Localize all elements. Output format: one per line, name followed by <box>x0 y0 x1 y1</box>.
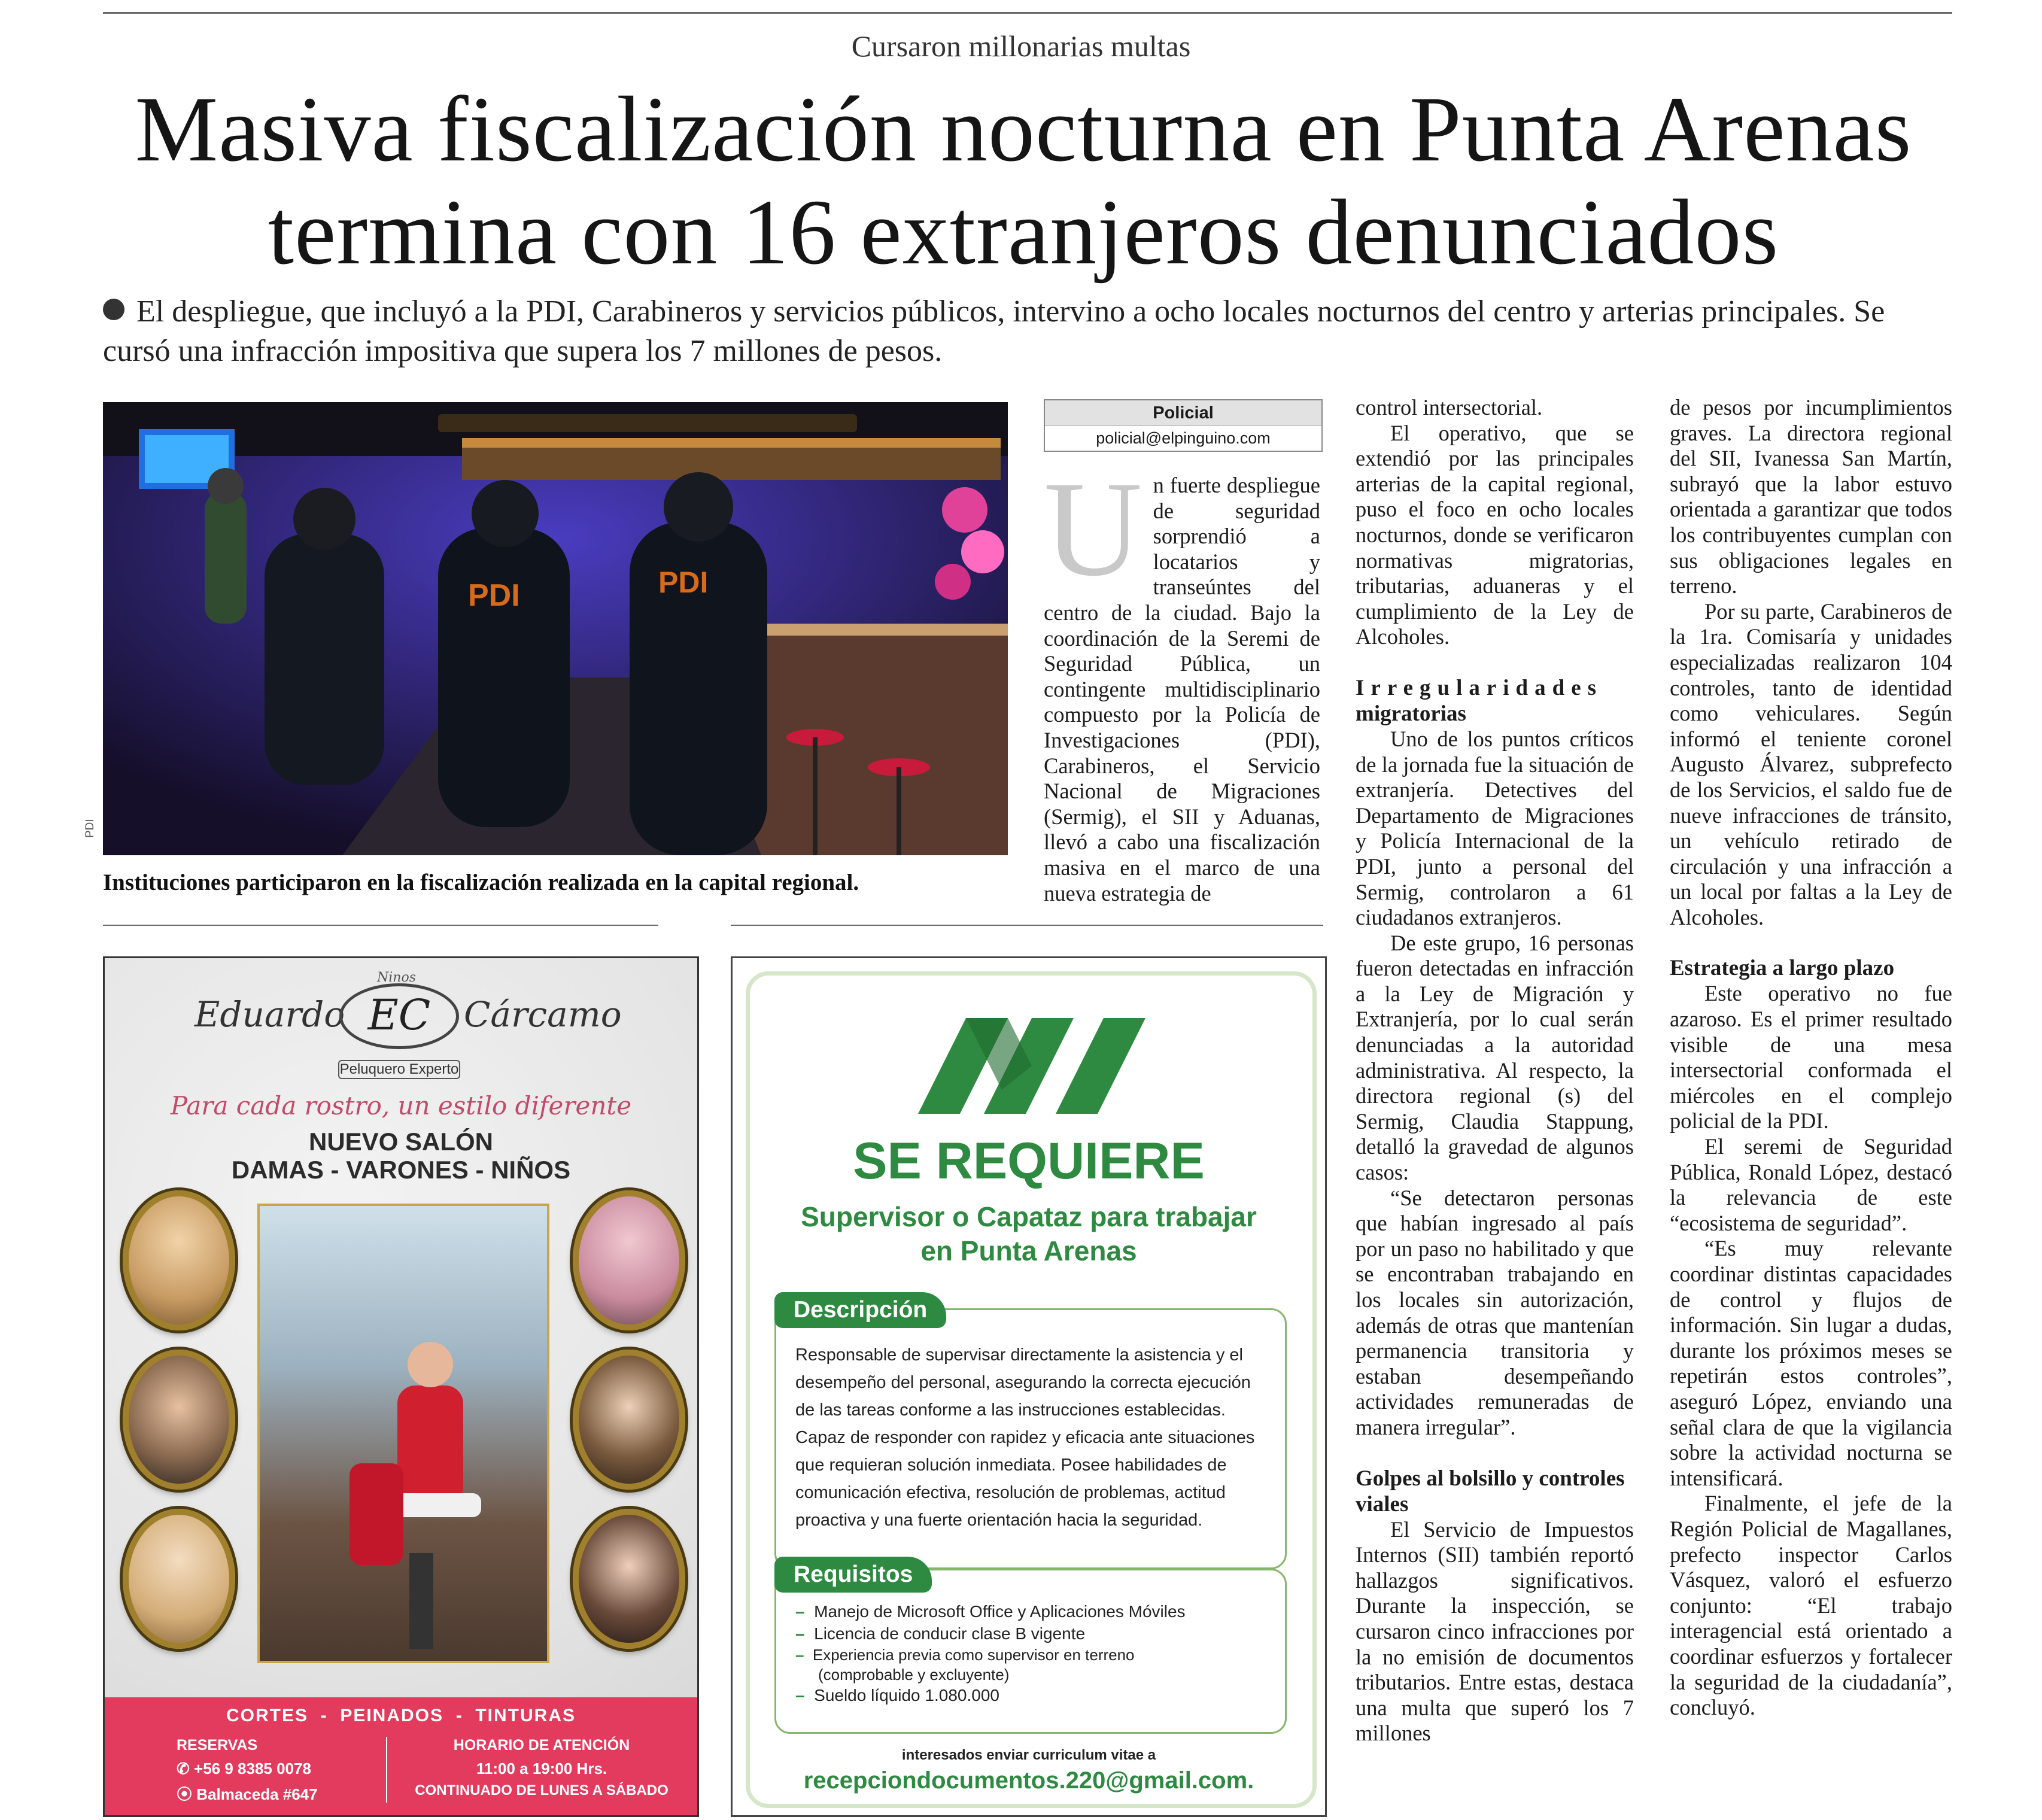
contact-email[interactable]: recepciondocumentos.220@gmail.com. <box>803 1767 1254 1794</box>
requirements-label: Requisitos <box>774 1557 932 1593</box>
location-pin-icon: ⦿ <box>177 1785 197 1803</box>
barber-slogan: Para cada rostro, un estilo diferente <box>170 1091 632 1120</box>
requirement-item-note: (comprobable y excluyente) <box>818 1666 1010 1684</box>
section-name: Policial <box>1045 400 1321 426</box>
barber-line-2: DAMAS - VARONES - NIÑOS <box>231 1156 571 1184</box>
deck-text: El despliegue, que incluyó a la PDI, Carabineros y servicios públicos, intervino a ocho locales nocturnos del centro y arterias principales. Se cursó una infracción impositiva que supera los 7 millones de pesos. <box>103 294 1885 368</box>
requirement-item: – Experiencia previa como supervisor en terreno <box>795 1646 1135 1664</box>
barber-subtitle: Peluquero Experto <box>338 1060 460 1079</box>
divider-left <box>103 925 658 926</box>
article-paragraph: “Es muy relevante coordinar distintas capacidades de control y flujos de información. Sin lugar a dudas, durante los próximos meses se repetirán estos controles”, aseguró López, enviando una señal clara de que la vigilancia sobre la actividad nocturna se intensificará. <box>1670 1236 1952 1490</box>
kicker: Cursaron millonarias multas <box>851 29 1191 63</box>
job-subhead-2: en Punta Arenas <box>920 1235 1137 1266</box>
barber-address: ⦿ Balmaceda #647 <box>177 1785 318 1803</box>
lead-photo <box>103 402 1008 855</box>
portrait-oval <box>573 1350 685 1490</box>
section-tag <box>1044 399 1323 452</box>
barber-services: CORTES - PEINADOS - TINTURAS <box>226 1706 576 1725</box>
barber-hours-label: HORARIO DE ATENCIÓN <box>453 1737 630 1754</box>
article-paragraph: de pesos por incumplimientos graves. La directora regional del SII, Ivanessa San Martín, subrayó que la labor estuvo orientada a garantizar que todos los contribuyentes cumplan con sus obligaciones legales en terreno. <box>1670 395 1952 598</box>
vest-label-2: PDI <box>658 566 709 599</box>
article-paragraph: n fuerte despliegue de seguridad sorprendió a locatarios y transeúntes del centro de la ciudad. Bajo la coordinación de la Seremi de Seguridad Pública, un contingente multidisciplinario compuesto por la Policía de Investigaciones (PDI), Carabineros, el Servicio Nacional de Migraciones (Sermig), el SII y Aduanas, llevó a cabo una fiscalización masiva en el marco de una nueva estrategia de <box>1044 473 1320 906</box>
article-paragraph: El seremi de Seguridad Pública, Ronald López, destacó la relevancia de este “ecosistema de seguridad”. <box>1670 1134 1952 1235</box>
whatsapp-icon: ✆ <box>177 1760 195 1778</box>
portrait-oval <box>573 1190 685 1330</box>
bullet-icon <box>103 299 124 320</box>
photo-credit: PDI <box>84 819 96 838</box>
contact-label: interesados enviar curriculum vitae a <box>901 1747 1156 1763</box>
subheading-golpes: Golpes al bolsillo y controles viales <box>1356 1466 1625 1517</box>
barber-hours: 11:00 a 19:00 Hrs. <box>476 1760 607 1778</box>
article-paragraph: Finalmente, el jefe de la Región Policial de Magallanes, prefecto inspector Carlos Vásquez, valoró el esfuerzo conjunto: “El trabajo interagencial está orientado a coordinar esfuerzos y fortalecer la seguridad de la ciudadanía”, concluyó. <box>1670 1491 1952 1720</box>
barber-reservas-label: RESERVAS <box>177 1737 258 1754</box>
article-paragraph: control intersectorial. <box>1356 395 1543 420</box>
portrait-oval <box>123 1350 235 1490</box>
article-paragraph: De este grupo, 16 personas fueron detectadas en infracción a la Ley de Migración y Extranjería, por lo cual serán denunciadas a la autoridad administrativa. Al respecto, la directora regional (s) del Sermig, Claudia Stappung, detalló la gravedad de algunos casos: <box>1356 930 1634 1185</box>
section-email[interactable]: policial@elpinguino.com <box>1096 429 1271 447</box>
portrait-oval <box>573 1509 685 1649</box>
barber-photo-illustration <box>260 1206 547 1661</box>
article-paragraph: El operativo, que se extendió por las principales arterias de la capital regional, puso el foco en ocho locales nocturnos, donde se verificaron normativas migratorias, tributarias, aduaneras y el cumplimiento de la Ley de Alcoholes. <box>1356 420 1634 649</box>
headline-line-2: termina con 16 extranjeros denunciados <box>268 180 1779 284</box>
description-label: Descripción <box>774 1292 946 1328</box>
job-ad <box>731 956 1327 1817</box>
barber-line-1: NUEVO SALÓN <box>308 1128 494 1156</box>
barber-monogram: EC <box>339 983 459 1049</box>
article-paragraph: El Servicio de Impuestos Internos (SII) también reportó hallazgos significativos. Durante la inspección, se cursaron cinco infracciones por la no emisión de documentos tributarios. Entre estas, destaca una multa que superó los 7 millones <box>1356 1517 1634 1746</box>
barber-divider <box>386 1737 387 1803</box>
portrait-oval <box>123 1509 235 1649</box>
article-column-2 <box>1356 395 1634 1746</box>
article-paragraph: Este operativo no fue azaroso. Es el primer resultado visible de una mesa intersectorial conformada el miércoles en el complejo policial de la PDI. <box>1670 981 1952 1134</box>
barber-ad <box>103 956 699 1817</box>
requirement-item: – Sueldo líquido 1.080.000 <box>795 1686 999 1704</box>
job-subhead-1: Supervisor o Capataz para trabajar <box>801 1201 1257 1232</box>
barber-name-left: Eduardo <box>195 994 345 1035</box>
divider-right <box>731 925 1323 926</box>
article-paragraph: “Se detectaron personas que habían ingresado al país por un paso no habilitado y que se encontraban trabajando en los locales sin autorización, además de otras que mantenían permanencia transitoria y estaban desempeñando actividades remuneradas de manera irregular”. <box>1356 1185 1634 1439</box>
requirement-item: – Licencia de conducir clase B vigente <box>795 1624 1086 1643</box>
subheading-estrategia: Estrategia a largo plazo <box>1670 956 1895 981</box>
portrait-oval <box>123 1190 235 1330</box>
barber-phone: ✆ +56 9 8385 0078 <box>177 1760 311 1778</box>
description-text: Responsable de supervisar directamente la asistencia y el desempeño del personal, asegurando la correcta ejecución de las tareas conforme a las instrucciones establecidas. Capaz de responder con rapidez y eficacia ante situaciones que requieran solución inmediata. Posee habilidades de comunicación efectiva, resolución de problemas, actitud proactiva y una fuerte orientación hacia la seguridad. <box>795 1345 1255 1530</box>
photo-caption: Instituciones participaron en la fiscalización realizada en la capital regional. <box>103 870 859 895</box>
drop-cap: U <box>1044 454 1142 604</box>
headline-line-1: Masiva fiscalización nocturna en Punta Arenas <box>135 77 1912 181</box>
vest-label-1: PDI <box>468 578 520 613</box>
barber-name-right: Cárcamo <box>464 994 622 1035</box>
barber-small-top: Ninos <box>377 970 416 985</box>
article-paragraph: Por su parte, Carabineros de la 1ra. Comisaría y unidades especializadas realizaron 104 controles, tanto de identidad como vehiculares. Según informó el teniente coronel Augusto Álvarez, subprefecto de los Servicios, el saldo fue de nueve infracciones de tránsito, un vehículo retirado de circulación y una infracción a un local por faltas a la Ley de Alcoholes. <box>1670 598 1952 929</box>
deck <box>103 292 1952 371</box>
article-column-1 <box>1044 454 1320 906</box>
requirements-list <box>795 1600 1268 1706</box>
article-paragraph: Uno de los puntos críticos de la jornada fue la situación de extranjería. Detectives del Departamento de Migraciones y Policía Internacional de la PDI, junto a personal del Sermig, controlaron a 61 ciudadanos extranjeros. <box>1356 726 1634 930</box>
requirement-item: – Manejo de Microsoft Office y Aplicaciones Móviles <box>795 1602 1186 1621</box>
barber-info-bar <box>105 1697 697 1815</box>
company-logo-icon <box>894 994 1169 1126</box>
barber-photo <box>257 1204 549 1663</box>
subheading-migratorias: Irregularidades migratorias <box>1356 675 1603 726</box>
photo-illustration <box>103 402 1008 855</box>
top-rule <box>103 12 1952 14</box>
headline <box>102 78 1945 284</box>
barber-days: CONTINUADO DE LUNES A SÁBADO <box>415 1782 668 1798</box>
article-column-3 <box>1670 395 1952 1721</box>
job-headline: SE REQUIERE <box>853 1132 1205 1190</box>
